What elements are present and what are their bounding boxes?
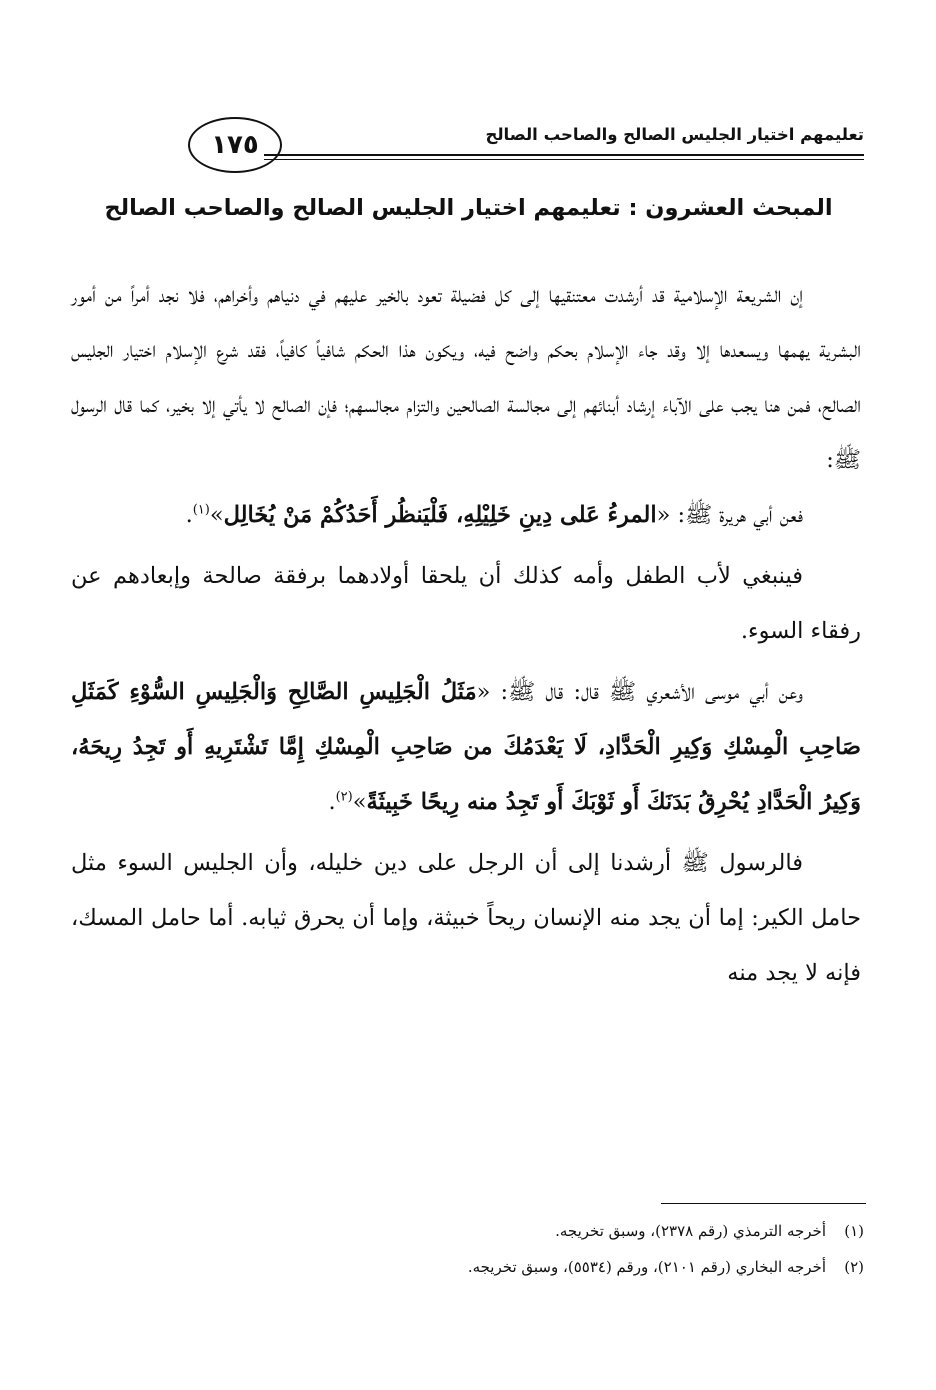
footnote-1 [74, 1213, 864, 1249]
section-heading: المبحث العشرون : تعليمهم اختيار الجليس الصالح والصاحب الصالح [104, 195, 833, 221]
page-number: ١٧٥ [188, 117, 282, 173]
paragraph-1: إن الشريعة الإسلامية قد أرشدت معتنقيها إلى كل فضيلة تعود بالخير عليهم في دنياهم وأخراهم، فلا نجد أمراً من أمور البشرية يهمها ويسعدها إلا وقد جاء الإسلام بحكم واضح فيه، ويكون هذا الحكم شافياً كافياً، فقد شرع الإسلام اختيار الجليس الصالح، فمن هنا يجب على الآباء إرشاد أبنائهم إلى مجالسة الصالحين والتزام مجالسهم؛ فإن الصالح لا يأتي إلا بخير، كما قال الرسول ﷺ: [71, 282, 861, 473]
paragraph-4-end: . [328, 789, 336, 815]
quote-close: » [352, 789, 367, 815]
quote-close: » [209, 502, 224, 528]
paragraph-2-intro: فعن أبي هريرة ﷺ: « [656, 502, 803, 528]
footnote-separator [661, 1203, 866, 1204]
footnote-text: أخرجه الترمذي (رقم ٢٣٧٨)، وسبق تخريجه. [555, 1222, 826, 1240]
paragraph-5: فالرسول ﷺ أرشدنا إلى أن الرجل على دين خليله، وأن الجليس السوء مثل حامل الكير: إما أن يجد منه الإنسان ريحاً خبيثة، وإما أن يحرق ثيابه. أما حامل المسك، فإنه لا يجد منه [71, 850, 861, 986]
footnote-marker: (٢) [844, 1258, 864, 1276]
paragraph-2 [71, 488, 861, 543]
header-rule [264, 154, 864, 156]
running-title: تعليمهم اختيار الجليس الصالح والصاحب الصالح [485, 125, 864, 144]
footnote-text: أخرجه البخاري (رقم ٢١٠١)، ورقم (٥٥٣٤)، وسبق تخريجه. [467, 1258, 826, 1276]
footnote-ref-1[interactable]: (١) [192, 502, 210, 518]
hadith-text-2: مَثَلُ الْجَلِيسِ الصَّالِحِ وَالْجَلِيسِ السُّوْءِ كَمَثَلِ صَاحِبِ الْمِسْكِ وَكِيرِ الْحَدَّادِ، لَا يَعْدَمُكَ من صَاحِبِ الْمِسْكِ إِمَّا تَشْتَرِيهِ أَو تَجِدُ رِيحَهُ، وَكِيرُ الْحَدَّادِ يُحْرِقُ بَدَنَكَ أَو ثَوْبَكَ أَو تَجِدُ منه رِيحًا خَبِيثَةً [71, 679, 861, 815]
body-text [71, 268, 861, 1001]
paragraph-3: فينبغي لأب الطفل وأمه كذلك أن يلحقا أولادهما برفقة صالحة وإبعادهم عن رفقاء السوء. [71, 563, 861, 644]
footnote-ref-2[interactable]: (٢) [335, 789, 353, 805]
footnotes [74, 1213, 864, 1285]
header-rule-thin [264, 159, 864, 160]
running-header [178, 117, 864, 160]
hadith-text-1: المرءُ عَلى دِينِ خَلِيْلِهِ، فَلْيَنظُر أَحَدُكُمْ مَنْ يُخَالِل [223, 502, 657, 528]
paragraph-4 [71, 665, 861, 830]
footnote-2 [74, 1249, 864, 1285]
paragraph-4-intro: وعن أبي موسى الأشعري ﷺ قال: قال ﷺ: « [476, 679, 804, 705]
paragraph-2-end: . [185, 502, 193, 528]
footnote-marker: (١) [844, 1222, 864, 1240]
